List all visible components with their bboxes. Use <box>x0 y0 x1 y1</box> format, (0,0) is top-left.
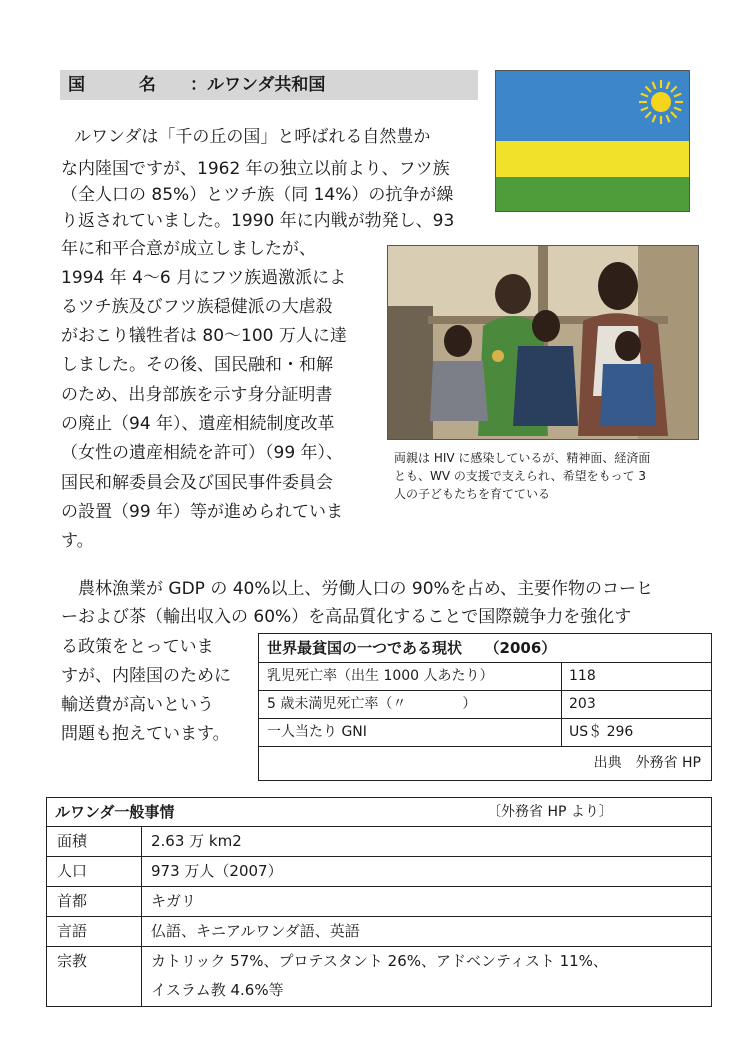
stat-label: 乳児死亡率（出生 1000 人あたり） <box>267 668 494 684</box>
caption-line: とも、WV の支援で支えられ、希望をもって 3 <box>394 469 647 483</box>
stat-label: 一人当たり GNI <box>267 724 367 740</box>
general-table-source: 〔外務省 HP より〕 <box>487 804 613 820</box>
intro-line: り返されていました。1990 年に内戦が勃発し、93 <box>61 211 455 231</box>
intro-line: 年に和平合意が成立しましたが、 <box>61 239 316 259</box>
economy-line: ーおよび茶（輸出収入の 60%）を高品質化することで国際競争力を強化す <box>61 607 632 627</box>
flag-green-stripe <box>496 177 689 212</box>
economy-line: 農林漁業が GDP の 40%以上、労働人口の 90%を占め、主要作物のコーヒ <box>61 579 654 599</box>
stat-value: 118 <box>569 668 596 684</box>
intro-line: 国民和解委員会及び国民事件委員会 <box>61 473 333 493</box>
flag-sun-icon <box>636 77 686 127</box>
economy-line: 問題も抱えています。 <box>61 724 230 744</box>
stats-source: 出典 外務省 HP <box>593 755 701 771</box>
intro-line: の廃止（94 年）、遺産相続制度改革 <box>61 414 335 434</box>
table-row <box>259 690 711 718</box>
economy-line: 輸送費が高いという <box>61 695 214 715</box>
intro-line: のため、出身部族を示す身分証明書 <box>61 385 333 405</box>
info-key: 言語 <box>57 922 88 940</box>
table-row <box>47 826 711 856</box>
table-row <box>259 718 711 746</box>
info-value: 仏語、キニアルワンダ語、英語 <box>151 922 360 940</box>
intro-line: がおこり犠牲者は 80～100 万人に達 <box>61 326 347 346</box>
table-row <box>47 916 711 946</box>
info-key: 首都 <box>57 892 88 910</box>
table-row <box>47 856 711 886</box>
economy-line: る政策をとっていま <box>61 637 214 657</box>
table-row <box>259 662 711 690</box>
stat-label: 5 歳未満児死亡率（〃 ） <box>267 696 477 712</box>
table-row <box>47 946 711 1006</box>
info-value-continued: イスラム教 4.6%等 <box>151 981 284 999</box>
intro-line: す。 <box>61 531 94 551</box>
family-photo <box>387 245 699 440</box>
general-info-table <box>46 797 712 1007</box>
info-value: キガリ <box>151 892 197 910</box>
economy-line: すが、内陸国のために <box>61 666 231 686</box>
general-table-title: ルワンダ一般事情 <box>55 803 175 821</box>
rwanda-flag <box>495 70 690 212</box>
info-key: 宗教 <box>57 952 88 970</box>
stats-table-title: 世界最貧国の一つである現状 （2006） <box>267 639 557 657</box>
caption-line: 人の子どもたちを育てている <box>394 487 551 501</box>
intro-line: しました。その後、国民融和・和解 <box>61 355 333 375</box>
country-name-label: 国 名 <box>68 75 180 95</box>
info-value: 973 万人（2007） <box>151 862 283 880</box>
info-value: カトリック 57%、プロテスタント 26%、アドベンティスト 11%、 <box>151 952 608 970</box>
intro-line: るツチ族及びフツ族穏健派の大虐殺 <box>61 297 333 317</box>
stat-value: 203 <box>569 696 596 712</box>
table-row <box>259 746 711 780</box>
info-key: 面積 <box>57 832 88 850</box>
intro-line: 1994 年 4～6 月にフツ族過激派によ <box>61 268 347 288</box>
country-name-heading <box>60 70 478 100</box>
table-row <box>47 886 711 916</box>
flag-yellow-stripe <box>496 141 689 177</box>
poverty-stats-table <box>258 633 712 781</box>
intro-line: ルワンダは「千の丘の国」と呼ばれる自然豊か <box>74 127 431 147</box>
info-key: 人口 <box>57 862 88 880</box>
caption-line: 両親は HIV に感染しているが、精神面、経済面 <box>394 451 651 465</box>
intro-line: （女性の遺産相続を許可）（99 年）、 <box>61 443 344 463</box>
stat-value: US＄ 296 <box>569 724 634 740</box>
intro-line: な内陸国ですが、1962 年の独立以前より、フツ族 <box>61 159 450 179</box>
intro-line: の設置（99 年）等が進められていま <box>61 502 344 522</box>
photo-caption <box>394 449 700 503</box>
intro-line: （全人口の 85%）とツチ族（同 14%）の抗争が繰 <box>61 185 454 205</box>
info-value: 2.63 万 km2 <box>151 832 242 850</box>
country-name-value: ：ルワンダ共和国 <box>190 75 326 95</box>
